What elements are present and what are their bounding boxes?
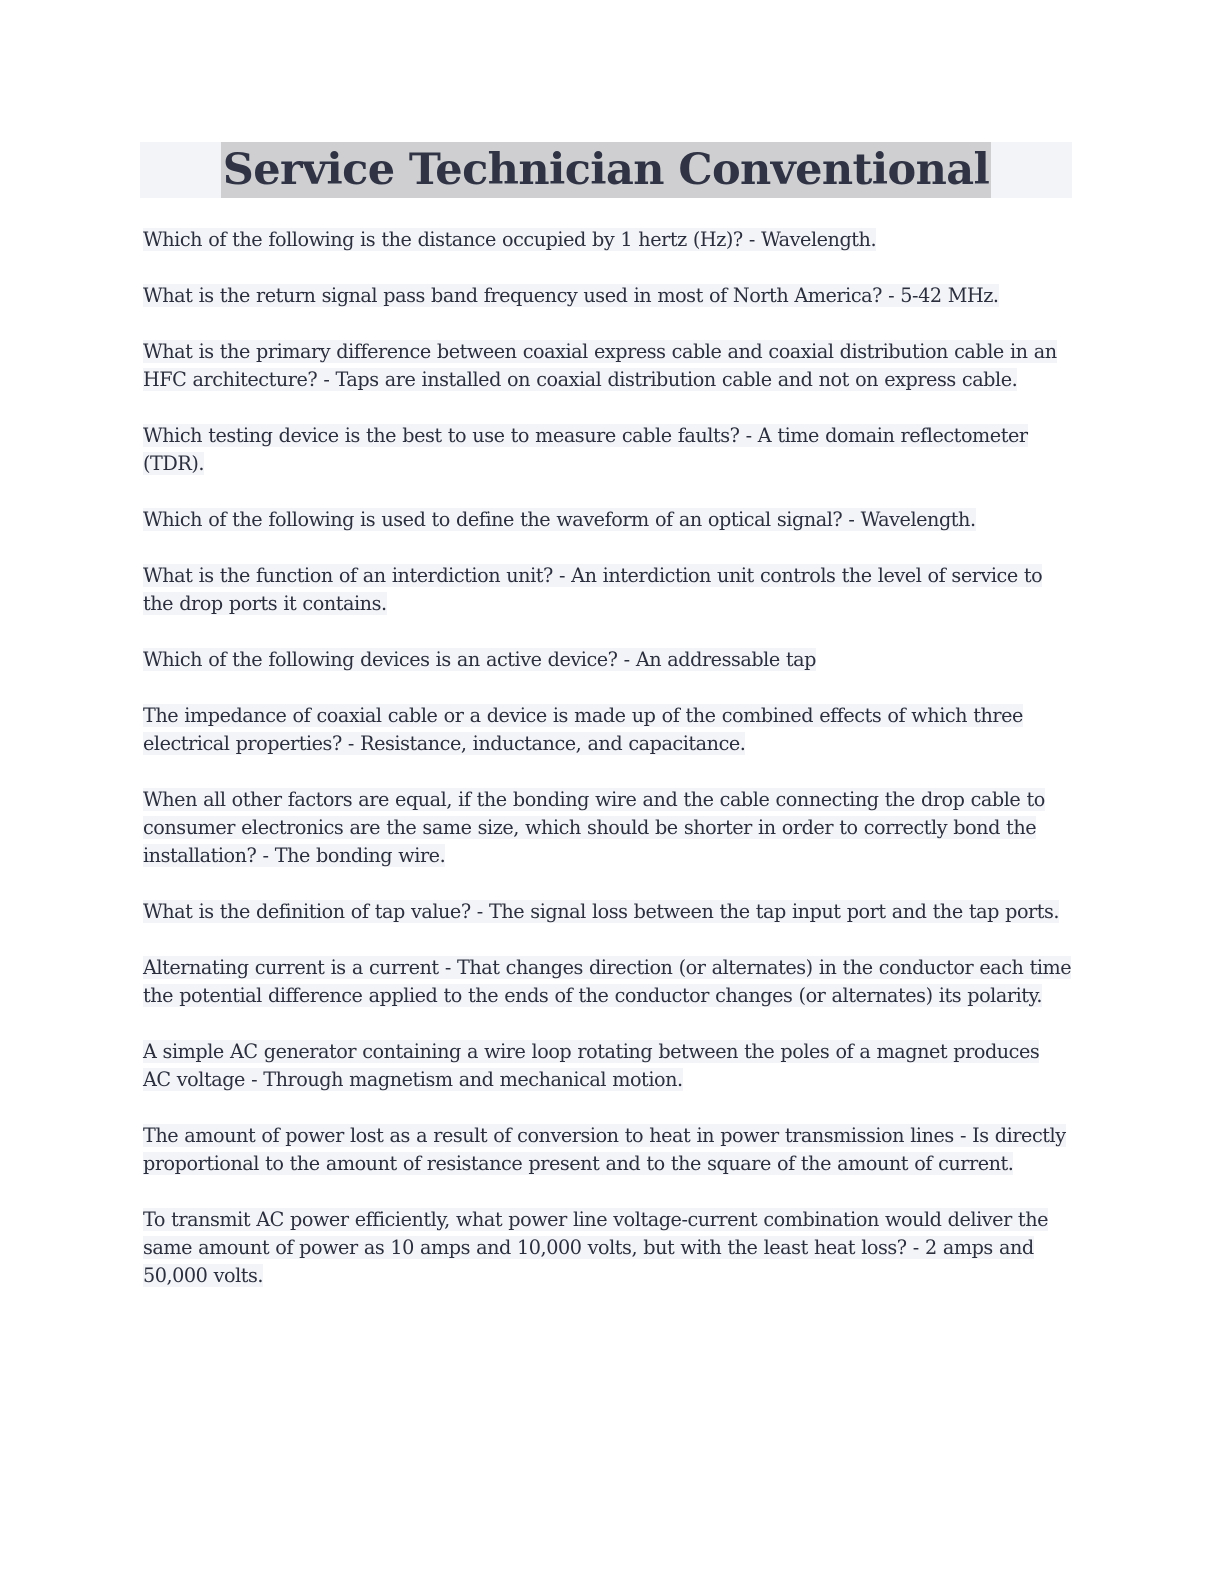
qa-text: What is the definition of tap value? - The signal loss between the tap input port and the tap ports. bbox=[143, 900, 1060, 923]
qa-item bbox=[143, 338, 1073, 394]
title-band bbox=[140, 142, 1072, 198]
qa-text: A simple AC generator containing a wire loop rotating between the poles of a magnet produces AC voltage - Through magnetism and mechanical motion. bbox=[143, 1040, 1040, 1091]
qa-item bbox=[143, 702, 1073, 758]
qa-text: Alternating current is a current - That changes direction (or alternates) in the conductor each time the potential difference applied to the ends of the conductor changes (or alternates) its polarity. bbox=[143, 956, 1072, 1007]
qa-item bbox=[143, 898, 1073, 926]
qa-item bbox=[143, 562, 1073, 618]
qa-item bbox=[143, 786, 1073, 870]
qa-text: What is the function of an interdiction unit? - An interdiction unit controls the level of service to the drop ports it contains. bbox=[143, 564, 1043, 615]
qa-item bbox=[143, 226, 1073, 254]
qa-item bbox=[143, 646, 1073, 674]
qa-text: To transmit AC power efficiently, what power line voltage-current combination would deliver the same amount of power as 10 amps and 10,000 volts, but with the least heat loss? - 2 amps and 50,000 volts. bbox=[143, 1208, 1049, 1287]
qa-item bbox=[143, 1038, 1073, 1094]
qa-text: When all other factors are equal, if the bonding wire and the cable connecting the drop cable to consumer electronics are the same size, which should be shorter in order to correctly bond the installation? - The bonding wire. bbox=[143, 788, 1045, 867]
qa-text: Which testing device is the best to use to measure cable faults? - A time domain reflectometer (TDR). bbox=[143, 424, 1028, 475]
qa-item bbox=[143, 1206, 1073, 1290]
qa-text: The impedance of coaxial cable or a device is made up of the combined effects of which three electrical properties? - Resistance, inductance, and capacitance. bbox=[143, 704, 1023, 755]
qa-item bbox=[143, 422, 1073, 478]
qa-text: Which of the following is used to define the waveform of an optical signal? - Wavelength. bbox=[143, 508, 976, 531]
qa-text: What is the return signal pass band frequency used in most of North America? - 5-42 MHz. bbox=[143, 284, 999, 307]
qa-text: Which of the following devices is an active device? - An addressable tap bbox=[143, 648, 817, 671]
qa-item bbox=[143, 282, 1073, 310]
qa-text: The amount of power lost as a result of conversion to heat in power transmission lines - Is directly proportional to the amount of resistance present and to the square of the amount of current. bbox=[143, 1124, 1066, 1175]
qa-item bbox=[143, 1122, 1073, 1178]
qa-text: What is the primary difference between coaxial express cable and coaxial distribution cable in an HFC architecture? - Taps are installed on coaxial distribution cable and not on express cable. bbox=[143, 340, 1057, 391]
qa-item bbox=[143, 506, 1073, 534]
page-title: Service Technician Conventional bbox=[221, 142, 992, 198]
qa-text: Which of the following is the distance occupied by 1 hertz (Hz)? - Wavelength. bbox=[143, 228, 877, 251]
qa-list bbox=[143, 226, 1073, 1318]
qa-item bbox=[143, 954, 1073, 1010]
